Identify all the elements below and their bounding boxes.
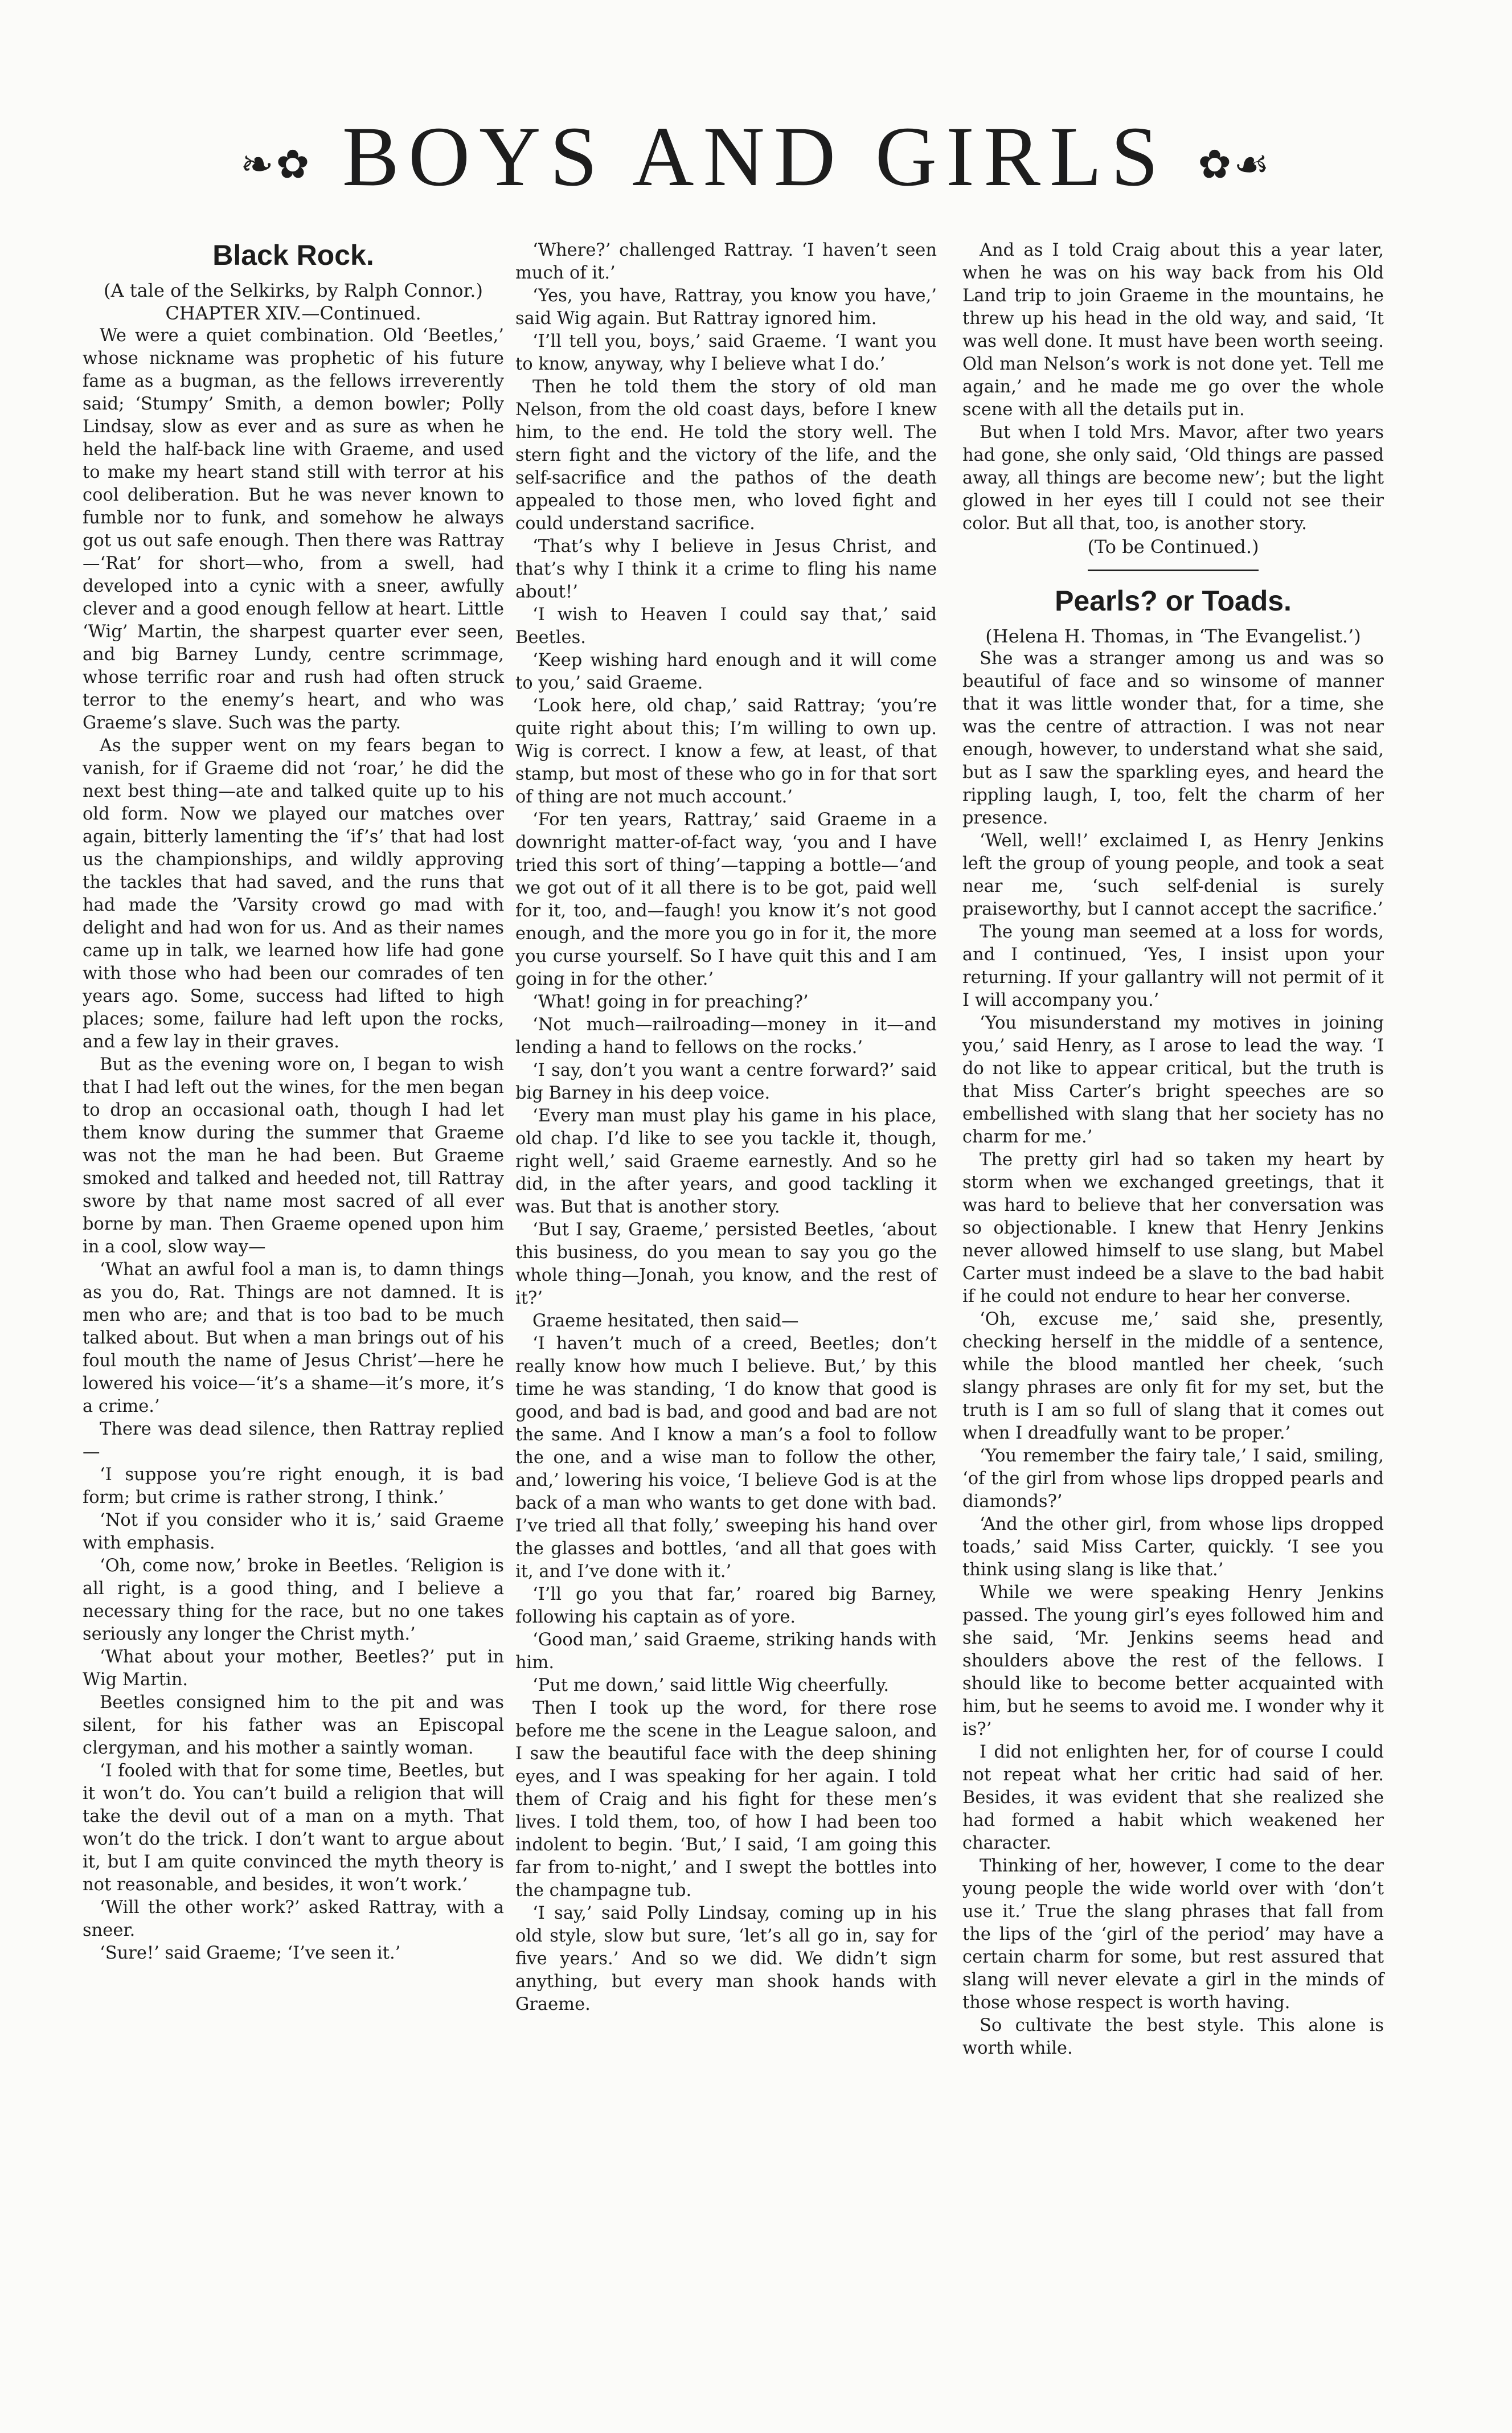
story-paragraph: ‘But I say, Graeme,’ persisted Beetles, ‘about this business, do you mean to say you go the whole thing—Jonah, you know, and the rest of it?’ <box>515 1220 937 1308</box>
story-paragraph: While we were speaking Henry Jenkins passed. The young girl’s eyes followed him and she said, ‘Mr. Jenkins seems head and shoulders above the rest of the fellows. I should like to become better acquainted with him, but he seems to avoid me. I wonder why it is?’ <box>962 1582 1384 1739</box>
story-paragraph: ‘Oh, come now,’ broke in Beetles. ‘Religion is all right, is a good thing, and I believe a necessary thing for the race, but no one takes seriously any longer the Christ myth.’ <box>83 1555 504 1644</box>
column-1 <box>83 239 504 1965</box>
story-paragraph: The pretty girl had so taken my heart by storm when we exchanged greetings, that it was hard to believe that her conversation was so objectionable. I knew that Henry Jenkins never allowed himself to use slang, but Mabel Carter must indeed be a slave to the bad habit if he could not endure to hear her converse. <box>962 1149 1384 1306</box>
story-paragraph: And as I told Craig about this a year later, when he was on his way back from his Old Land trip to join Graeme in the mountains, he threw up his head in the old way, and said, ‘It was well done. It must have been worth seeing. Old man Nelson’s work is not done yet. Tell me again,’ and he made me go over the whole scene with all the details put in. <box>962 240 1384 420</box>
story-paragraph: She was a stranger among us and was so beautiful of face and so winsome of manner that it was little wonder that, for a time, she was the centre of attraction. I was not near enough, however, to understand what she said, but as I saw the sparkling eyes, and heard the rippling laugh, I, too, felt the charm of her presence. <box>962 648 1384 828</box>
story-paragraph: ‘I suppose you’re right enough, it is bad form; but crime is rather strong, I think.’ <box>83 1464 504 1508</box>
story-paragraph: The young man seemed at a loss for words, and I continued, ‘Yes, I insist upon your returning. If your gallantry will not permit of it I will accompany you.’ <box>962 921 1384 1010</box>
story-paragraph: ‘For ten years, Rattray,’ said Graeme in a downright matter-of-fact way, ‘you and I have tried this sort of thing’—tapping a bottle—‘and we got out of it all there is to be got, paid well for it, too, and—faugh! you know it’s not good enough, and the more you go in for it, the more you curse yourself. So I have quit this and I am going in for the other.’ <box>515 810 937 989</box>
story-paragraph: ‘Not much—railroading—money in it—and lending a hand to fellows on the rocks.’ <box>515 1015 937 1058</box>
story-paragraph: ‘That’s why I believe in Jesus Christ, and that’s why I think it a crime to fling his name about!’ <box>515 536 937 602</box>
story-paragraph: ‘Well, well!’ exclaimed I, as Henry Jenkins left the group of young people, and took a seat near me, ‘such self-denial is surely praiseworthy, but I cannot accept the sacrifice.’ <box>962 830 1384 919</box>
story1-byline: (A tale of the Selkirks, by Ralph Connor.) <box>104 279 483 301</box>
story-divider <box>1088 570 1259 571</box>
story-paragraph: ‘I say,’ said Polly Lindsay, coming up in his old style, slow but sure, ‘let’s all go in, say for five years.’ And so we did. We didn’t sign anything, but every man shook hands with Graeme. <box>515 1903 937 2014</box>
story-paragraph: Thinking of her, however, I come to the dear young people the wide world over with ‘don’t use it.’ True the slang phrases that fall from the lips of the ‘girl of the period’ may have a certain charm for some, but rest assured that slang will never elevate a girl in the minds of those whose respect is worth having. <box>962 1856 1384 2013</box>
story-paragraph: ‘You remember the fairy tale,’ I said, smiling, ‘of the girl from whose lips dropped pearls and diamonds?’ <box>962 1445 1384 1512</box>
story-paragraph: There was dead silence, then Rattray replied— <box>83 1419 504 1462</box>
story1-title: Black Rock. <box>212 239 374 271</box>
story-paragraph: ‘What an awful fool a man is, to damn things as you do, Rat. Things are not damned. It is men who are; and that is too bad to be much talked about. But when a man brings out of his foul mouth the name of Jesus Christ’—here he lowered his voice—‘it’s a shame—it’s more, it’s a crime.’ <box>83 1259 504 1416</box>
story-paragraph: ‘What about your mother, Beetles?’ put in Wig Martin. <box>83 1646 504 1690</box>
story-paragraph: ‘Look here, old chap,’ said Rattray; ‘you’re quite right about this; I’m willing to own up. Wig is correct. I know a few, at least, of that stamp, but most of these who go in for that sort of thing are not much account.’ <box>515 696 937 807</box>
story-paragraph: Graeme hesitated, then said— <box>532 1311 799 1331</box>
story-paragraph: ‘I haven’t much of a creed, Beetles; don’t really know how much I believe. But,’ by this time he was standing, ‘I do know that good is good, and bad is bad, and good and bad are not the same. And I know a man’s a fool to follow the one, and a wise man to follow the other, and,’ lowering his voice, ‘I believe God is at the back of a man who wants to get done with bad. I’ve tried all that folly,’ sweeping his hand over the glasses and bottles, ‘and all that goes with it, and I’ve done with it.’ <box>515 1334 937 1582</box>
story2-byline: (Helena H. Thomas, in ‘The Evangelist.’) <box>985 625 1361 647</box>
story-paragraph: But when I told Mrs. Mavor, after two years had gone, she only said, ‘Old things are passed away, all things are become new’; but the light glowed in her eyes till I could not see their color. But all that, too, is another story. <box>962 423 1384 534</box>
section-masthead <box>0 109 1512 204</box>
story-paragraph: ‘Good man,’ said Graeme, striking hands with him. <box>515 1630 937 1673</box>
story-paragraph: ‘Not if you consider who it is,’ said Graeme with emphasis. <box>83 1510 504 1553</box>
story-paragraph: ‘Sure!’ said Graeme; ‘I’ve seen it.’ <box>100 1943 401 1963</box>
story1-chapter: CHAPTER XIV.—Continued. <box>165 302 421 324</box>
story-paragraph: ‘Where?’ challenged Rattray. ‘I haven’t seen much of it.’ <box>515 240 937 283</box>
story-paragraph: ‘Yes, you have, Rattray, you know you have,’ said Wig again. But Rattray ignored him. <box>515 286 937 329</box>
column-3 <box>962 239 1384 2060</box>
story-paragraph: ‘You misunderstand my motives in joining you,’ said Henry, as I arose to lead the way. ‘I do not like to appear critical, but the truth is that Miss Carter’s bright speeches are so embellished with slang that her society has no charm for me.’ <box>962 1013 1384 1147</box>
story-paragraph: So cultivate the best style. This alone is worth while. <box>962 2015 1384 2058</box>
story2-title: Pearls? or Toads. <box>1055 585 1292 617</box>
column-2 <box>515 239 937 2016</box>
story-paragraph: ‘Keep wishing hard enough and it will come to you,’ said Graeme. <box>515 650 937 693</box>
ornament-left-icon: ❧✿ <box>240 143 312 187</box>
story-paragraph: ‘I fooled with that for some time, Beetles, but it won’t do. You can’t build a religion that will take the devil out of a man on a myth. That won’t do the trick. I don’t want to argue about it, but I am quite convinced the myth theory is not reasonable, and besides, it won’t work.’ <box>83 1760 504 1895</box>
story-paragraph: ‘Oh, excuse me,’ said she, presently, checking herself in the middle of a sentence, while the blood mantled her cheek, ‘such slangy phrases are only fit for my set, but the truth is I am so full of slang that it comes out when I dreadfully want to be proper.’ <box>962 1309 1384 1443</box>
story-paragraph: ‘I say, don’t you want a centre forward?’ said big Barney in his deep voice. <box>515 1060 937 1103</box>
story-paragraph: ‘Every man must play his game in his place, old chap. I’d like to see you tackle it, though, right well,’ said Graeme earnestly. And so he did, in the after years, and good tackling it was. But that is another story. <box>515 1106 937 1217</box>
story-paragraph: We were a quiet combination. Old ‘Beetles,’ whose nickname was prophetic of his future fame as a bugman, as the fellows irreverently said; ‘Stumpy’ Smith, a demon bowler; Polly Lindsay, slow as ever and as sure as when he held the half-back line with Graeme, and used to make my heart stand still with terror at his cool deliberation. But he was never known to fumble nor to funk, and somehow he always got us out safe enough. Then there was Rattray—‘Rat’ for short—who, from a swell, had developed into a cynic with a sneer, awfully clever and a good enough fellow at heart. Little ‘Wig’ Martin, the sharpest quarter ever seen, and big Barney Lundy, centre scrimmage, whose terrific roar and rush had often struck terror to the enemy’s heart, and who was Graeme’s slave. Such was the party. <box>83 325 504 733</box>
story-paragraph: ‘Put me down,’ said little Wig cheerfully. <box>532 1676 890 1695</box>
story-paragraph: I did not enlighten her, for of course I could not repeat what her critic had said of her. Besides, it was evident that she realized she had formed a habit which weakened her character. <box>962 1742 1384 1853</box>
story-paragraph: ‘And the other girl, from whose lips dropped toads,’ said Miss Carter, quickly. ‘I see you think using slang is like that.’ <box>962 1514 1384 1580</box>
story-paragraph: ‘I wish to Heaven I could say that,’ said Beetles. <box>515 605 937 648</box>
story-paragraph: As the supper went on my fears began to vanish, for if Graeme did not ‘roar,’ he did the next best thing—ate and talked quite up to his old form. Now we played our matches over again, bitterly lamenting the ‘if’s’ that had lost us the championships, and wildly approving the tackles that had saved, and the runs that had made the ’Varsity crowd go mad with delight and had won for us. And as their names came up in talk, we learned how life had gone with those who had been our comrades of ten years ago. Some, success had lifted to high places; some, failure had left upon the rocks, and a few lay in their graves. <box>83 735 504 1052</box>
ornament-right-icon: ✿☙ <box>1198 143 1272 187</box>
story-paragraph: ‘I’ll go you that far,’ roared big Barney, following his captain as of yore. <box>515 1584 937 1627</box>
story-paragraph: But as the evening wore on, I began to wish that I had left out the wines, for the men began to drop an occasional oath, though I had let them know during the summer that Graeme was not the man he had been. But Graeme smoked and talked and heeded not, till Rattray swore by that name most sacred of all ever borne by man. Then Graeme opened upon him in a cool, slow way— <box>83 1054 504 1257</box>
story-paragraph: Beetles consigned him to the pit and was silent, for his father was an Episcopal clergyman, and his mother a saintly woman. <box>83 1692 504 1758</box>
story-paragraph: Then he told them the story of old man Nelson, from the old coast days, before I knew him, to the end. He told the story well. The stern fight and the victory of the life, and the self-sacrifice and the pathos of the death appealed to those men, who loved fight and could understand sacrifice. <box>515 377 937 534</box>
section-title: BOYS AND GIRLS <box>342 109 1168 204</box>
story-paragraph: Then I took up the word, for there rose before me the scene in the League saloon, and I saw the beautiful face with the deep shining eyes, and I was speaking for her again. I told them of Craig and his fight for these men’s lives. I told them, too, of how I had been too indolent to begin. ‘But,’ I said, ‘I am going this far from to-night,’ and I swept the bottles into the champagne tub. <box>515 1698 937 1900</box>
story-paragraph: ‘I’ll tell you, boys,’ said Graeme. ‘I want you to know, anyway, why I believe what I do.’ <box>515 331 937 374</box>
story-paragraph: ‘Will the other work?’ asked Rattray, with a sneer. <box>83 1897 504 1940</box>
story-paragraph: ‘What! going in for preaching?’ <box>532 992 809 1012</box>
to-be-continued: (To be Continued.) <box>1087 536 1259 558</box>
